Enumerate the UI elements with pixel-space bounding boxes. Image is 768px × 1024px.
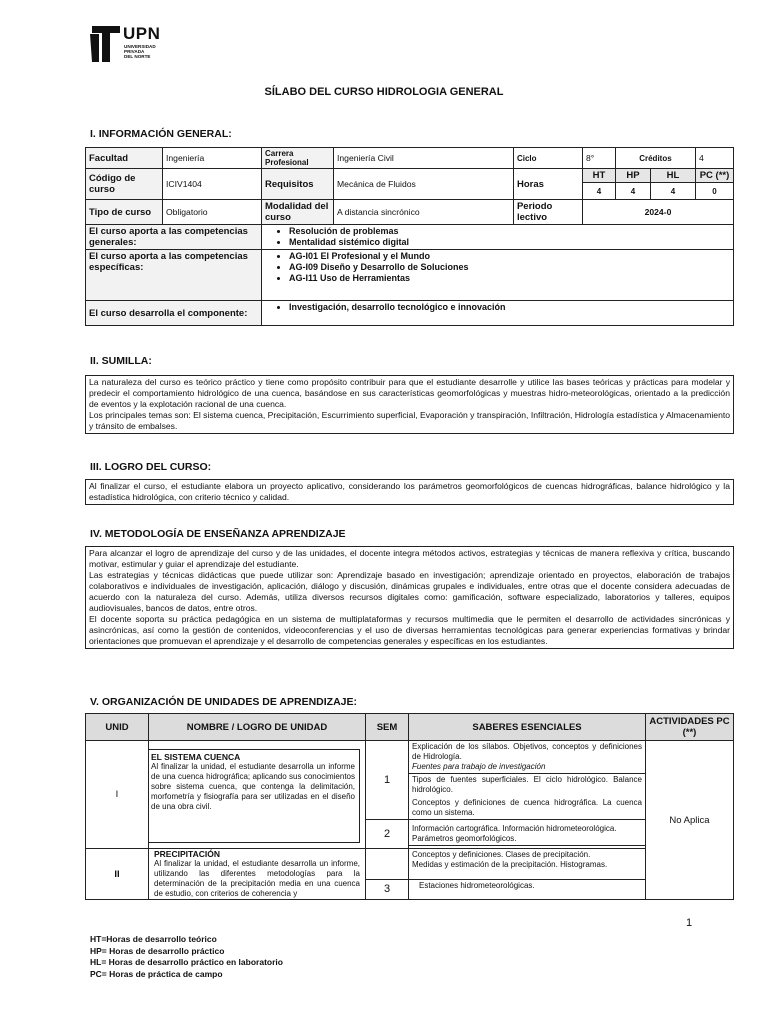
componente-item: • Investigación, desarrollo tecnológico e innovación [289, 302, 730, 313]
footnotes [90, 934, 283, 980]
pc-header: PC (**) [695, 169, 733, 183]
logo-sub-3: DEL NORTE [124, 54, 151, 59]
footnote-hp: HP= Horas de desarrollo práctico [90, 945, 225, 956]
logo-sub-2: PRIVADA [124, 49, 145, 54]
upn-logo [90, 24, 170, 64]
hl-value: 4 [650, 183, 695, 200]
tipo-label: Tipo de curso [86, 200, 163, 225]
comp-especificas-label: El curso aporta a las competencias específicas: [86, 250, 262, 301]
sumilla-p1: La naturaleza del curso es teórico práctico y tiene como propósito contribuir para que el estudiante desarrolle y utilice las bases teóricas y prácticas para modelar y predecir el comportamiento hidrológico de una cuenca, basándose en sus características geomorfológicas y muestras hidro-meteorológicas, orientado a la predicción de eventos y la explotación racional de una cuenca. [89, 377, 730, 409]
saber-1c-text: Conceptos y definiciones de cuenca hidrográfica. La cuenca como un sistema. [412, 798, 642, 817]
comp-generales-list [262, 225, 734, 250]
saber-3a: Estaciones hidrometeorológicas. [409, 879, 646, 899]
facultad-value: Ingeniería [163, 148, 262, 169]
section-4-heading: IV. METODOLOGÍA DE ENSEÑANZA APRENDIZAJE [90, 528, 346, 540]
ciclo-label: Ciclo [513, 148, 582, 169]
unit-2-num: II [86, 849, 149, 900]
metodologia-p1: Para alcanzar el logro de aprendizaje del curso y de las unidades, el docente integra métodos activos, estrategias y técnicas de manera reflexiva y crítica, buscando motivar, estimular y guiar el aprendizaje del estudiante. [89, 548, 730, 569]
section-3-heading: III. LOGRO DEL CURSO: [90, 461, 212, 473]
requisitos-label: Requisitos [262, 169, 334, 200]
sem-2b [366, 849, 409, 880]
page-number: 1 [686, 917, 693, 929]
saber-1a [409, 741, 646, 774]
logo-sub-1: UNIVERSIDAD [124, 44, 156, 49]
section-5-heading: V. ORGANIZACIÓN DE UNIDADES DE APRENDIZAJE: [90, 696, 358, 708]
unit-2-title: PRECIPITACIÓN [154, 849, 220, 859]
unit-1-title: EL SISTEMA CUENCA [151, 752, 241, 762]
unit-1-num: I [86, 741, 149, 849]
hp-header: HP [615, 169, 650, 183]
carrera-label: Carrera Profesional [262, 148, 334, 169]
logo-word: UPN [123, 24, 161, 43]
metodologia-box [85, 546, 734, 649]
footnote-pc: PC= Horas de práctica de campo [90, 968, 223, 979]
ht-header: HT [582, 169, 615, 183]
logro-box: Al finalizar el curso, el estudiante elabora un proyecto aplicativo, considerando los parámetros geomorfológicos de cuencas hidrográficas, balance hidrológico y la estadística hidrológica, con criterio técnico y calidad. [85, 479, 734, 505]
section-1-heading: I. INFORMACIÓN GENERAL: [90, 128, 232, 140]
upn-logo-icon [90, 26, 122, 64]
comp-especifica-item: • AG-I01 El Profesional y el Mundo [289, 251, 730, 262]
col-nombre: NOMBRE / LOGRO DE UNIDAD [149, 714, 366, 741]
componente-list [262, 301, 734, 326]
col-saberes: SABERES ESENCIALES [409, 714, 646, 741]
hl-header: HL [650, 169, 695, 183]
metodologia-p3: El docente soporta su práctica pedagógica en un sistema de multiplataformas y recursos multimedia que le permiten el desarrollo de actividades sincrónicas y asincrónicas, así como la gestión de contenidos, videoconferencias y el uso de diversas herramientas tecnológicas para generar experiencias formativas y brindar orientaciones que promuevan el aprendizaje y el desarrollo de competencias generales y específicas en los estudiantes. [89, 614, 730, 646]
saber-1a-italic: Fuentes para trabajo de investigación [412, 762, 546, 771]
periodo-value: 2024-0 [582, 200, 733, 225]
sem-1: 1 [366, 741, 409, 820]
comp-generales-label: El curso aporta a las competencias generales: [86, 225, 262, 250]
carrera-value: Ingeniería Civil [334, 148, 514, 169]
facultad-label: Facultad [86, 148, 163, 169]
unit-1-cell [149, 741, 366, 849]
codigo-label: Código de curso [86, 169, 163, 200]
tipo-value: Obligatorio [163, 200, 262, 225]
modalidad-label: Modalidad del curso [262, 200, 334, 225]
col-unid: UNID [86, 714, 149, 741]
unit-2-cell [149, 849, 366, 900]
modalidad-value: A distancia sincrónico [334, 200, 514, 225]
sumilla-p2: Los principales temas son: El sistema cuenca, Precipitación, Escurrimiento superficial, Evaporación y transpiración, Infiltración, Hidrología estadística y Almacenamiento y tránsito de embalses. [89, 410, 731, 431]
saber-2bc [409, 849, 646, 880]
units-table [85, 713, 734, 900]
sem-3: 3 [366, 879, 409, 899]
codigo-value: ICIV1404 [163, 169, 262, 200]
unit-2-text: Al finalizar la unidad, el estudiante desarrolla un informe, utilizando las diferentes metodologías para la determinación de la precipitación media en una cuenca de estudio, con criterios de coherencia y [154, 859, 360, 898]
comp-especifica-item: • AG-I11 Uso de Herramientas [289, 273, 730, 284]
saber-2c-text: Medidas y estimación de la precipitación. Histogramas. [412, 860, 608, 869]
sem-2: 2 [366, 820, 409, 849]
periodo-label: Periodo lectivo [513, 200, 582, 225]
horas-label: Horas [513, 169, 582, 200]
pc-value: 0 [695, 183, 733, 200]
metodologia-p2: Las estrategias y técnicas didácticas que puede utilizar son: Aprendizaje basado en investigación; aprendizaje orientado en proyectos, elaboración de trabajos colaborativos e individuales de investigación, aplicación, diálogo y discusión, dinámicas grupales e individuales, entre otras que el docente considera adecuadas de acuerdo con la naturaleza del curso. Además, utiliza diversos recursos digitales como: gamificación, software especializado, laboratorios y talleres, equipos audiovisuales, bancos de datos, entre otros. [89, 570, 730, 613]
creditos-value: 4 [695, 148, 733, 169]
comp-especifica-item: • AG-I09 Diseño y Desarrollo de Soluciones [289, 262, 730, 273]
ciclo-value: 8° [582, 148, 615, 169]
unit-1-text: Al finalizar la unidad, el estudiante desarrolla un informe de una cuenca hidrográfica; aplicando sus conocimientos sobre sistema cuenca, que contenga la delimitación, morfometría y fisiografía para ser utilizadas en el diseño de una obra civil. [151, 762, 355, 811]
footnote-ht: HT=Horas de desarrollo teórico [90, 934, 217, 944]
footnote-hl: HL= Horas de desarrollo práctico en laboratorio [90, 957, 283, 967]
saber-2a: Información cartográfica. Información hidrometeorológica. Parámetros geomorfológicos. [409, 820, 646, 846]
hp-value: 4 [615, 183, 650, 200]
saber-2b-text: Conceptos y definiciones. Clases de precipitación. [412, 850, 591, 859]
comp-general-item: • Resolución de problemas [289, 226, 730, 237]
componente-label: El curso desarrolla el componente: [86, 301, 262, 326]
comp-especificas-list [262, 250, 734, 301]
saber-1a-text: Explicación de los sílabos. Objetivos, conceptos y definiciones de Hidrología. [412, 742, 642, 761]
saber-1bc [409, 774, 646, 820]
col-sem: SEM [366, 714, 409, 741]
section-2-heading: II. SUMILLA: [90, 355, 152, 367]
saber-1b-text: Tipos de fuentes superficiales. El ciclo hidrológico. Balance hidrológico. [412, 775, 642, 794]
requisitos-value: Mecánica de Fluidos [334, 169, 514, 200]
page-title: SÍLABO DEL CURSO HIDROLOGIA GENERAL [264, 86, 504, 98]
general-info-table [85, 147, 734, 326]
col-actividades: ACTIVIDADES PC (**) [646, 714, 734, 741]
sumilla-box [85, 375, 734, 434]
ht-value: 4 [582, 183, 615, 200]
actividades-value: No Aplica [646, 741, 734, 900]
creditos-label: Créditos [615, 148, 695, 169]
comp-general-item: • Mentalidad sistémico digital [289, 237, 730, 248]
